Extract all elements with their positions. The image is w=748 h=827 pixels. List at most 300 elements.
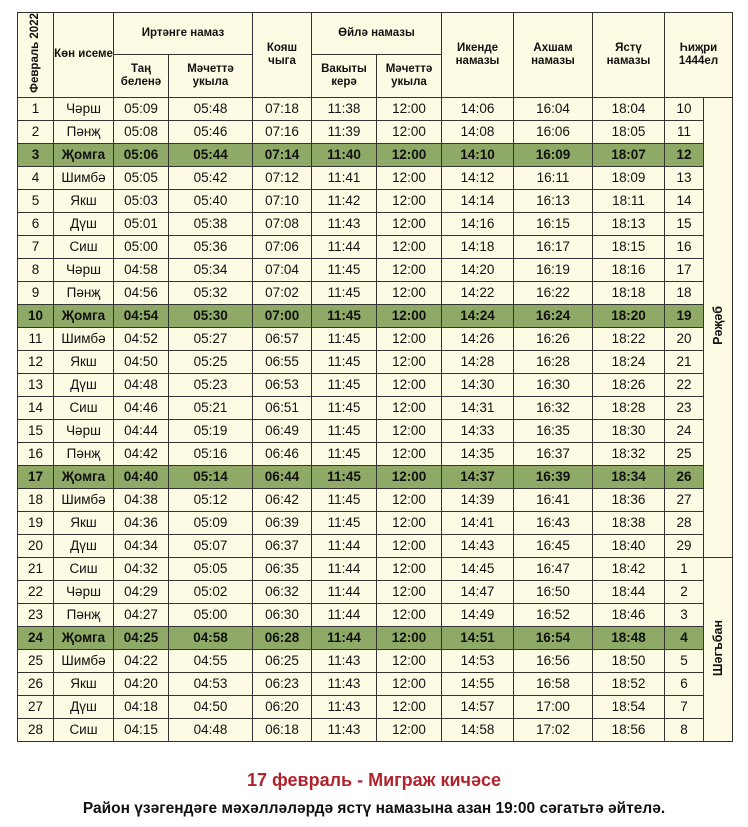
hijri-cell: 12 (665, 143, 704, 166)
table-row (18, 166, 733, 189)
day-name-cell: Сиш (54, 235, 114, 258)
isha-cell: 18:15 (593, 235, 665, 258)
noon-mosque-cell: 12:00 (377, 672, 442, 695)
sunrise-cell: 07:18 (253, 97, 312, 120)
day-name-cell: Якш (54, 350, 114, 373)
maghrib-cell: 17:02 (514, 718, 593, 741)
date-cell: 19 (18, 511, 54, 534)
hijri-cell: 28 (665, 511, 704, 534)
table-row (18, 488, 733, 511)
maghrib-cell: 16:30 (514, 373, 593, 396)
noon-time-cell: 11:44 (312, 235, 377, 258)
noon-mosque-cell: 12:00 (377, 373, 442, 396)
header-hijri: Һиҗри 1444ел (665, 13, 733, 98)
asr-cell: 14:30 (442, 373, 514, 396)
dawn-cell: 04:36 (114, 511, 169, 534)
event-caption: 17 февраль - Миграж кичәсе (247, 770, 501, 790)
isha-cell: 18:20 (593, 304, 665, 327)
asr-cell: 14:55 (442, 672, 514, 695)
sunrise-cell: 06:42 (253, 488, 312, 511)
noon-mosque-cell: 12:00 (377, 235, 442, 258)
day-name-cell: Җомга (54, 143, 114, 166)
day-name-cell: Дүш (54, 212, 114, 235)
morning-mosque-cell: 05:44 (169, 143, 253, 166)
sunrise-cell: 06:55 (253, 350, 312, 373)
maghrib-cell: 16:19 (514, 258, 593, 281)
hijri-cell: 2 (665, 580, 704, 603)
date-cell: 7 (18, 235, 54, 258)
dawn-cell: 05:01 (114, 212, 169, 235)
noon-mosque-cell: 12:00 (377, 396, 442, 419)
dawn-cell: 04:25 (114, 626, 169, 649)
sunrise-cell: 06:30 (253, 603, 312, 626)
isha-cell: 18:52 (593, 672, 665, 695)
header-noon-group: Өйлә намазы (312, 13, 442, 55)
noon-mosque-cell: 12:00 (377, 718, 442, 741)
noon-mosque-cell: 12:00 (377, 166, 442, 189)
date-cell: 11 (18, 327, 54, 350)
noon-time-cell: 11:43 (312, 695, 377, 718)
morning-mosque-cell: 05:23 (169, 373, 253, 396)
dawn-cell: 05:06 (114, 143, 169, 166)
noon-time-cell: 11:43 (312, 718, 377, 741)
noon-time-cell: 11:45 (312, 304, 377, 327)
asr-cell: 14:10 (442, 143, 514, 166)
sunrise-cell: 07:12 (253, 166, 312, 189)
date-cell: 23 (18, 603, 54, 626)
sunrise-cell: 06:39 (253, 511, 312, 534)
maghrib-cell: 16:54 (514, 626, 593, 649)
maghrib-cell: 16:09 (514, 143, 593, 166)
maghrib-cell: 16:58 (514, 672, 593, 695)
asr-cell: 14:06 (442, 97, 514, 120)
morning-mosque-cell: 05:05 (169, 557, 253, 580)
noon-time-cell: 11:45 (312, 327, 377, 350)
day-name-cell: Җомга (54, 304, 114, 327)
morning-mosque-cell: 04:58 (169, 626, 253, 649)
month-label-second-text: Шәгъбан (711, 619, 725, 676)
noon-mosque-cell: 12:00 (377, 488, 442, 511)
sunrise-cell: 06:49 (253, 419, 312, 442)
day-name-cell: Дүш (54, 695, 114, 718)
morning-mosque-cell: 05:32 (169, 281, 253, 304)
maghrib-cell: 16:50 (514, 580, 593, 603)
asr-cell: 14:47 (442, 580, 514, 603)
header-dawn: Таң беленә (114, 55, 169, 97)
day-name-cell: Чәрш (54, 419, 114, 442)
noon-time-cell: 11:44 (312, 603, 377, 626)
sunrise-cell: 07:14 (253, 143, 312, 166)
hijri-cell: 7 (665, 695, 704, 718)
isha-cell: 18:09 (593, 166, 665, 189)
isha-cell: 18:38 (593, 511, 665, 534)
isha-cell: 18:34 (593, 465, 665, 488)
date-cell: 16 (18, 442, 54, 465)
date-cell: 10 (18, 304, 54, 327)
isha-cell: 18:24 (593, 350, 665, 373)
header-morning-mosque: Мәчеттә укыла (169, 55, 253, 97)
isha-cell: 18:16 (593, 258, 665, 281)
schedule-body (18, 97, 733, 741)
asr-cell: 14:51 (442, 626, 514, 649)
day-name-cell: Җомга (54, 465, 114, 488)
table-row (18, 718, 733, 741)
sunrise-cell: 06:57 (253, 327, 312, 350)
morning-mosque-cell: 05:07 (169, 534, 253, 557)
hijri-cell: 1 (665, 557, 704, 580)
maghrib-cell: 16:37 (514, 442, 593, 465)
isha-cell: 18:22 (593, 327, 665, 350)
noon-time-cell: 11:43 (312, 649, 377, 672)
isha-cell: 18:04 (593, 97, 665, 120)
morning-mosque-cell: 04:55 (169, 649, 253, 672)
table-row (18, 120, 733, 143)
asr-cell: 14:14 (442, 189, 514, 212)
date-cell: 20 (18, 534, 54, 557)
date-cell: 6 (18, 212, 54, 235)
dawn-cell: 04:18 (114, 695, 169, 718)
table-row (18, 143, 733, 166)
hijri-cell: 23 (665, 396, 704, 419)
isha-cell: 18:48 (593, 626, 665, 649)
sunrise-cell: 06:18 (253, 718, 312, 741)
noon-mosque-cell: 12:00 (377, 695, 442, 718)
noon-time-cell: 11:45 (312, 281, 377, 304)
dawn-cell: 04:34 (114, 534, 169, 557)
hijri-cell: 18 (665, 281, 704, 304)
date-cell: 24 (18, 626, 54, 649)
sunrise-cell: 07:10 (253, 189, 312, 212)
noon-time-cell: 11:43 (312, 212, 377, 235)
morning-mosque-cell: 05:30 (169, 304, 253, 327)
asr-cell: 14:24 (442, 304, 514, 327)
isha-cell: 18:05 (593, 120, 665, 143)
table-row (18, 396, 733, 419)
morning-mosque-cell: 04:53 (169, 672, 253, 695)
isha-cell: 18:42 (593, 557, 665, 580)
table-row (18, 97, 733, 120)
asr-cell: 14:20 (442, 258, 514, 281)
day-name-cell: Якш (54, 672, 114, 695)
noon-time-cell: 11:45 (312, 465, 377, 488)
month-label-first-text: Рәҗәб (711, 306, 725, 346)
hijri-cell: 24 (665, 419, 704, 442)
morning-mosque-cell: 05:27 (169, 327, 253, 350)
date-cell: 27 (18, 695, 54, 718)
noon-time-cell: 11:45 (312, 488, 377, 511)
table-row (18, 534, 733, 557)
date-cell: 12 (18, 350, 54, 373)
noon-mosque-cell: 12:00 (377, 465, 442, 488)
asr-cell: 14:43 (442, 534, 514, 557)
maghrib-cell: 16:45 (514, 534, 593, 557)
table-row (18, 327, 733, 350)
maghrib-cell: 16:26 (514, 327, 593, 350)
table-row (18, 235, 733, 258)
isha-cell: 18:50 (593, 649, 665, 672)
day-name-cell: Җомга (54, 626, 114, 649)
sunrise-cell: 06:20 (253, 695, 312, 718)
noon-time-cell: 11:44 (312, 534, 377, 557)
sunrise-cell: 06:44 (253, 465, 312, 488)
asr-cell: 14:22 (442, 281, 514, 304)
asr-cell: 14:45 (442, 557, 514, 580)
date-cell: 13 (18, 373, 54, 396)
dawn-cell: 05:00 (114, 235, 169, 258)
day-name-cell: Сиш (54, 557, 114, 580)
isha-cell: 18:30 (593, 419, 665, 442)
date-cell: 2 (18, 120, 54, 143)
dawn-cell: 04:52 (114, 327, 169, 350)
dawn-cell: 05:05 (114, 166, 169, 189)
isha-cell: 18:54 (593, 695, 665, 718)
maghrib-cell: 16:43 (514, 511, 593, 534)
header-isha: Ястү намазы (593, 13, 665, 98)
dawn-cell: 04:15 (114, 718, 169, 741)
noon-time-cell: 11:43 (312, 672, 377, 695)
date-cell: 14 (18, 396, 54, 419)
day-name-cell: Пәнҗ (54, 120, 114, 143)
isha-cell: 18:26 (593, 373, 665, 396)
asr-cell: 14:53 (442, 649, 514, 672)
hijri-cell: 20 (665, 327, 704, 350)
sunrise-cell: 06:51 (253, 396, 312, 419)
hijri-cell: 10 (665, 97, 704, 120)
dawn-cell: 04:42 (114, 442, 169, 465)
hijri-cell: 29 (665, 534, 704, 557)
table-row (18, 695, 733, 718)
asr-cell: 14:26 (442, 327, 514, 350)
noon-time-cell: 11:39 (312, 120, 377, 143)
sunrise-cell: 07:02 (253, 281, 312, 304)
sunrise-cell: 07:16 (253, 120, 312, 143)
maghrib-cell: 16:35 (514, 419, 593, 442)
asr-cell: 14:49 (442, 603, 514, 626)
day-name-cell: Пәнҗ (54, 442, 114, 465)
asr-cell: 14:57 (442, 695, 514, 718)
noon-mosque-cell: 12:00 (377, 603, 442, 626)
asr-cell: 14:35 (442, 442, 514, 465)
sunrise-cell: 07:04 (253, 258, 312, 281)
dawn-cell: 04:58 (114, 258, 169, 281)
dawn-cell: 04:48 (114, 373, 169, 396)
noon-mosque-cell: 12:00 (377, 580, 442, 603)
table-row (18, 511, 733, 534)
morning-mosque-cell: 05:42 (169, 166, 253, 189)
hijri-cell: 13 (665, 166, 704, 189)
month-label-second (704, 557, 733, 741)
header-day-name: Көн исеме (54, 13, 114, 98)
noon-mosque-cell: 12:00 (377, 281, 442, 304)
noon-mosque-cell: 12:00 (377, 304, 442, 327)
morning-mosque-cell: 05:36 (169, 235, 253, 258)
sunrise-cell: 07:06 (253, 235, 312, 258)
noon-time-cell: 11:44 (312, 557, 377, 580)
maghrib-cell: 16:32 (514, 396, 593, 419)
isha-cell: 18:44 (593, 580, 665, 603)
morning-mosque-cell: 05:40 (169, 189, 253, 212)
morning-mosque-cell: 05:02 (169, 580, 253, 603)
maghrib-cell: 16:56 (514, 649, 593, 672)
morning-mosque-cell: 05:16 (169, 442, 253, 465)
noon-time-cell: 11:38 (312, 97, 377, 120)
hijri-cell: 11 (665, 120, 704, 143)
asr-cell: 14:41 (442, 511, 514, 534)
noon-time-cell: 11:44 (312, 626, 377, 649)
table-row (18, 557, 733, 580)
day-name-cell: Шимбә (54, 649, 114, 672)
date-cell: 5 (18, 189, 54, 212)
note-caption: Район үзәгендәге мәхәлләләрдә ястү намазына азан 19:00 сәгатьтә әйтелә. (82, 800, 666, 817)
dawn-cell: 04:29 (114, 580, 169, 603)
sunrise-cell: 06:37 (253, 534, 312, 557)
dawn-cell: 04:20 (114, 672, 169, 695)
table-row (18, 350, 733, 373)
dawn-cell: 04:44 (114, 419, 169, 442)
noon-time-cell: 11:45 (312, 350, 377, 373)
maghrib-cell: 16:41 (514, 488, 593, 511)
noon-mosque-cell: 12:00 (377, 511, 442, 534)
maghrib-cell: 16:13 (514, 189, 593, 212)
dawn-cell: 04:38 (114, 488, 169, 511)
table-row (18, 603, 733, 626)
date-cell: 3 (18, 143, 54, 166)
table-row (18, 419, 733, 442)
asr-cell: 14:12 (442, 166, 514, 189)
isha-cell: 18:13 (593, 212, 665, 235)
noon-mosque-cell: 12:00 (377, 534, 442, 557)
hijri-cell: 25 (665, 442, 704, 465)
noon-time-cell: 11:45 (312, 373, 377, 396)
date-cell: 21 (18, 557, 54, 580)
isha-cell: 18:07 (593, 143, 665, 166)
dawn-cell: 04:50 (114, 350, 169, 373)
maghrib-cell: 16:39 (514, 465, 593, 488)
sunrise-cell: 06:32 (253, 580, 312, 603)
morning-mosque-cell: 05:19 (169, 419, 253, 442)
sunrise-cell: 06:23 (253, 672, 312, 695)
morning-mosque-cell: 05:34 (169, 258, 253, 281)
day-name-cell: Шимбә (54, 488, 114, 511)
hijri-cell: 14 (665, 189, 704, 212)
table-row (18, 442, 733, 465)
hijri-cell: 21 (665, 350, 704, 373)
day-name-cell: Пәнҗ (54, 281, 114, 304)
table-row (18, 373, 733, 396)
noon-mosque-cell: 12:00 (377, 442, 442, 465)
hijri-cell: 6 (665, 672, 704, 695)
table-row (18, 580, 733, 603)
table-row (18, 189, 733, 212)
morning-mosque-cell: 05:00 (169, 603, 253, 626)
isha-cell: 18:18 (593, 281, 665, 304)
morning-mosque-cell: 04:48 (169, 718, 253, 741)
day-name-cell: Якш (54, 511, 114, 534)
prayer-schedule-table (17, 12, 733, 742)
date-cell: 9 (18, 281, 54, 304)
table-row (18, 281, 733, 304)
dawn-cell: 04:22 (114, 649, 169, 672)
sunrise-cell: 06:53 (253, 373, 312, 396)
noon-mosque-cell: 12:00 (377, 97, 442, 120)
date-cell: 4 (18, 166, 54, 189)
header-morning-group: Иртәнге намаз (114, 13, 253, 55)
hijri-cell: 27 (665, 488, 704, 511)
noon-mosque-cell: 12:00 (377, 419, 442, 442)
dawn-cell: 04:32 (114, 557, 169, 580)
date-cell: 28 (18, 718, 54, 741)
header-date: Февраль 2022 (18, 13, 54, 98)
isha-cell: 18:28 (593, 396, 665, 419)
sunrise-cell: 06:46 (253, 442, 312, 465)
isha-cell: 18:36 (593, 488, 665, 511)
date-cell: 8 (18, 258, 54, 281)
maghrib-cell: 16:04 (514, 97, 593, 120)
table-row (18, 626, 733, 649)
table-row (18, 212, 733, 235)
header-noon-mosque: Мәчеттә укыла (377, 55, 442, 97)
hijri-cell: 17 (665, 258, 704, 281)
hijri-cell: 15 (665, 212, 704, 235)
dawn-cell: 04:46 (114, 396, 169, 419)
dawn-cell: 04:27 (114, 603, 169, 626)
hijri-cell: 3 (665, 603, 704, 626)
header-asr: Икенде намазы (442, 13, 514, 98)
noon-time-cell: 11:44 (312, 580, 377, 603)
hijri-cell: 22 (665, 373, 704, 396)
asr-cell: 14:08 (442, 120, 514, 143)
morning-mosque-cell: 05:38 (169, 212, 253, 235)
noon-mosque-cell: 12:00 (377, 626, 442, 649)
date-cell: 1 (18, 97, 54, 120)
maghrib-cell: 16:28 (514, 350, 593, 373)
noon-mosque-cell: 12:00 (377, 212, 442, 235)
date-cell: 18 (18, 488, 54, 511)
noon-time-cell: 11:40 (312, 143, 377, 166)
asr-cell: 14:58 (442, 718, 514, 741)
table-row (18, 649, 733, 672)
date-cell: 17 (18, 465, 54, 488)
morning-mosque-cell: 05:46 (169, 120, 253, 143)
day-name-cell: Сиш (54, 396, 114, 419)
noon-mosque-cell: 12:00 (377, 350, 442, 373)
noon-time-cell: 11:45 (312, 442, 377, 465)
dawn-cell: 05:09 (114, 97, 169, 120)
maghrib-cell: 16:11 (514, 166, 593, 189)
date-cell: 25 (18, 649, 54, 672)
noon-mosque-cell: 12:00 (377, 258, 442, 281)
maghrib-cell: 16:15 (514, 212, 593, 235)
date-cell: 15 (18, 419, 54, 442)
date-cell: 26 (18, 672, 54, 695)
asr-cell: 14:28 (442, 350, 514, 373)
hijri-cell: 26 (665, 465, 704, 488)
sunrise-cell: 06:35 (253, 557, 312, 580)
morning-mosque-cell: 05:21 (169, 396, 253, 419)
isha-cell: 18:11 (593, 189, 665, 212)
maghrib-cell: 16:52 (514, 603, 593, 626)
noon-mosque-cell: 12:00 (377, 189, 442, 212)
isha-cell: 18:32 (593, 442, 665, 465)
dawn-cell: 05:03 (114, 189, 169, 212)
day-name-cell: Сиш (54, 718, 114, 741)
maghrib-cell: 16:17 (514, 235, 593, 258)
maghrib-cell: 16:06 (514, 120, 593, 143)
day-name-cell: Дүш (54, 373, 114, 396)
hijri-cell: 4 (665, 626, 704, 649)
day-name-cell: Чәрш (54, 97, 114, 120)
noon-mosque-cell: 12:00 (377, 143, 442, 166)
